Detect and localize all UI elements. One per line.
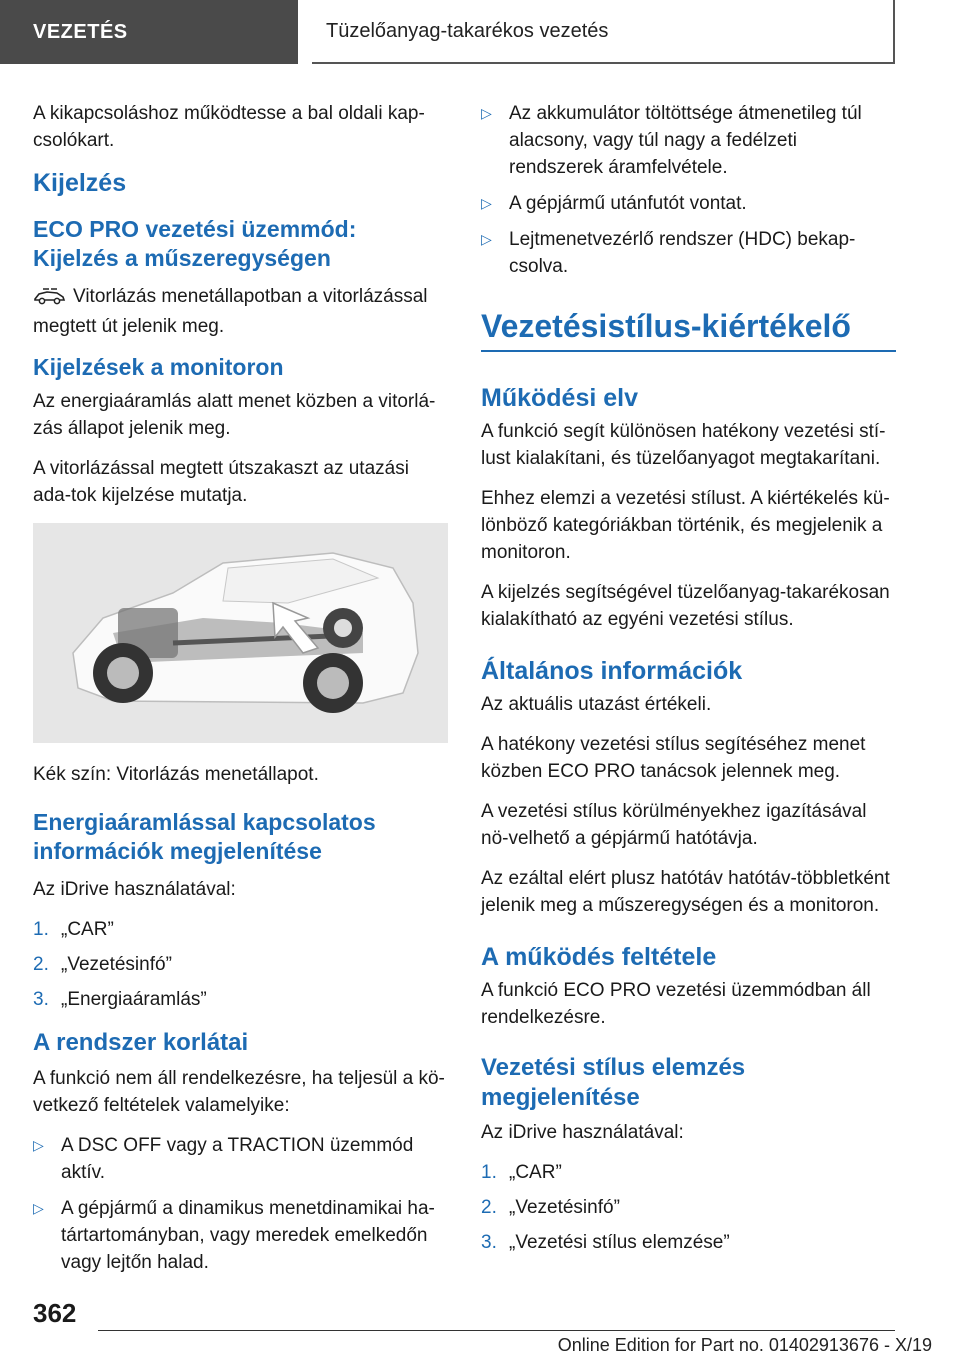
heading-monitor: Kijelzések a monitoron (33, 354, 284, 380)
heading-kijelzes: Kijelzés (33, 169, 127, 197)
paragraph: A vitorlázással megtett útszakaszt az utazási ada-tok kijelzése mutatja. (33, 458, 409, 506)
left-column (33, 100, 448, 1290)
step-text: „Vezetésinfó” (61, 954, 172, 975)
footer-divider (98, 1330, 895, 1331)
triangle-bullet-icon: ▷ (481, 195, 492, 211)
heading-energy-flow-info: Energiaáramlással kapcsolatos információk megjelenítése (33, 809, 376, 864)
chapter-header (312, 0, 895, 64)
heading-general-info: Általános információk (481, 657, 743, 685)
step-text: „Vezetési stílus elemzése” (509, 1232, 730, 1253)
triangle-bullet-icon: ▷ (481, 105, 492, 121)
list-item (33, 916, 448, 943)
sailing-text: Vitorlázás menetállapotban a vitorlázással megtett út jelenik meg. (33, 286, 428, 337)
paragraph: Az iDrive használatával: (33, 879, 236, 900)
right-column (481, 100, 896, 1270)
bullet-text: A gépjármű a dinamikus menetdinamikai ha-tártartományban, vagy meredek emelkedőn vagy lejtőn halad. (61, 1198, 435, 1273)
bullet-text: Az akkumulátor töltöttsége átmenetileg túl alacsony, vagy túl nagy a fedélzeti rendszerek áramfelvétele. (509, 103, 862, 178)
step-number: 1. (33, 919, 49, 940)
heading-limitations: A rendszer korlátai (33, 1029, 249, 1056)
page-number: 362 (33, 1298, 77, 1328)
bullet-text: A DSC OFF vagy a TRACTION üzemmód aktív. (61, 1135, 414, 1183)
list-item (33, 951, 448, 978)
step-number: 3. (481, 1232, 497, 1253)
heading-driving-style-analyzer: Vezetésistílus-kiértékelő (481, 306, 896, 352)
list-item (33, 1132, 448, 1186)
list-item (33, 986, 448, 1013)
paragraph: Az energiaáramlás alatt menet közben a vitorlá-zás állapot jelenik meg. (33, 391, 436, 439)
list-item (481, 1194, 896, 1221)
edition-footer: Online Edition for Part no. 01402913676 - X/19 (557, 1335, 932, 1355)
idrive-steps (33, 916, 448, 1013)
step-number: 2. (33, 954, 49, 975)
paragraph: Az iDrive használatával: (481, 1122, 684, 1143)
paragraph: A funkció nem áll rendelkezésre, ha teljesül a kö-vetkező feltételek valamelyike: (33, 1068, 445, 1116)
step-text: „CAR” (509, 1162, 562, 1183)
heading-operating-condition: A működés feltétele (481, 943, 717, 971)
list-item (481, 190, 896, 217)
list-item (481, 100, 896, 181)
paragraph: A funkció segít különösen hatékony vezetési stí-lust kialakítani, és tüzelőanyagot megtakarítani. (481, 421, 886, 469)
paragraph: A hatékony vezetési stílus segítéséhez menet közben ECO PRO tanácsok jelennek meg. (481, 734, 866, 782)
step-text: „Vezetésinfó” (509, 1197, 620, 1218)
paragraph: A vezetési stílus körülményekhez igazításával nö-velhető a gépjármű hatótávja. (481, 801, 867, 849)
step-text: „Energiaáramlás” (61, 989, 207, 1010)
limitations-list (33, 1132, 448, 1276)
section-tab (0, 0, 298, 64)
bullet-text: Lejtmenetvezérlő rendszer (HDC) bekap-csolva. (509, 229, 856, 277)
triangle-bullet-icon: ▷ (481, 231, 492, 247)
paragraph: Az aktuális utazást értékeli. (481, 694, 712, 715)
chapter-title: Tüzelőanyag-takarékos vezetés (326, 19, 609, 42)
paragraph: A kijelzés segítségével tüzelőanyag-takarékosan kialakítható az egyéni vezetési stílus. (481, 582, 890, 630)
paragraph-sailing (33, 283, 448, 340)
idrive-steps (481, 1159, 896, 1256)
step-number: 1. (481, 1162, 497, 1183)
list-item (481, 1159, 896, 1186)
car-drivetrain-illustration (33, 523, 448, 743)
step-number: 3. (33, 989, 49, 1010)
step-number: 2. (481, 1197, 497, 1218)
figure-caption: Kék szín: Vitorlázás menetállapot. (33, 764, 319, 785)
paragraph: Ehhez elemzi a vezetési stílust. A kiértékelés kü-lönböző kategóriákban történik, és megjelenik a monitoron. (481, 488, 890, 563)
step-text: „CAR” (61, 919, 114, 940)
triangle-bullet-icon: ▷ (33, 1200, 44, 1216)
list-item (481, 226, 896, 280)
bullet-text: A gépjármű utánfutót vontat. (509, 193, 747, 214)
limitations-list-continued (481, 100, 896, 280)
paragraph: A funkció ECO PRO vezetési üzemmódban áll rendelkezésre. (481, 980, 871, 1028)
heading-eco-pro: ECO PRO vezetési üzemmód: Kijelzés a műszeregységen (33, 216, 357, 271)
paragraph: Az ezáltal elért plusz hatótáv hatótáv-többletként jelenik meg a műszeregységen és a monitoron. (481, 868, 890, 916)
triangle-bullet-icon: ▷ (33, 1137, 44, 1153)
list-item (33, 1195, 448, 1276)
heading-driving-style-display: Vezetési stílus elemzés megjelenítése (481, 1054, 746, 1111)
section-title: VEZETÉS (33, 20, 128, 43)
paragraph: A kikapcsoláshoz működtesse a bal oldali kap-csolókart. (33, 103, 425, 151)
car-sailing-icon (33, 286, 67, 313)
heading-operating-principle: Működési elv (481, 384, 638, 412)
list-item (481, 1229, 896, 1256)
